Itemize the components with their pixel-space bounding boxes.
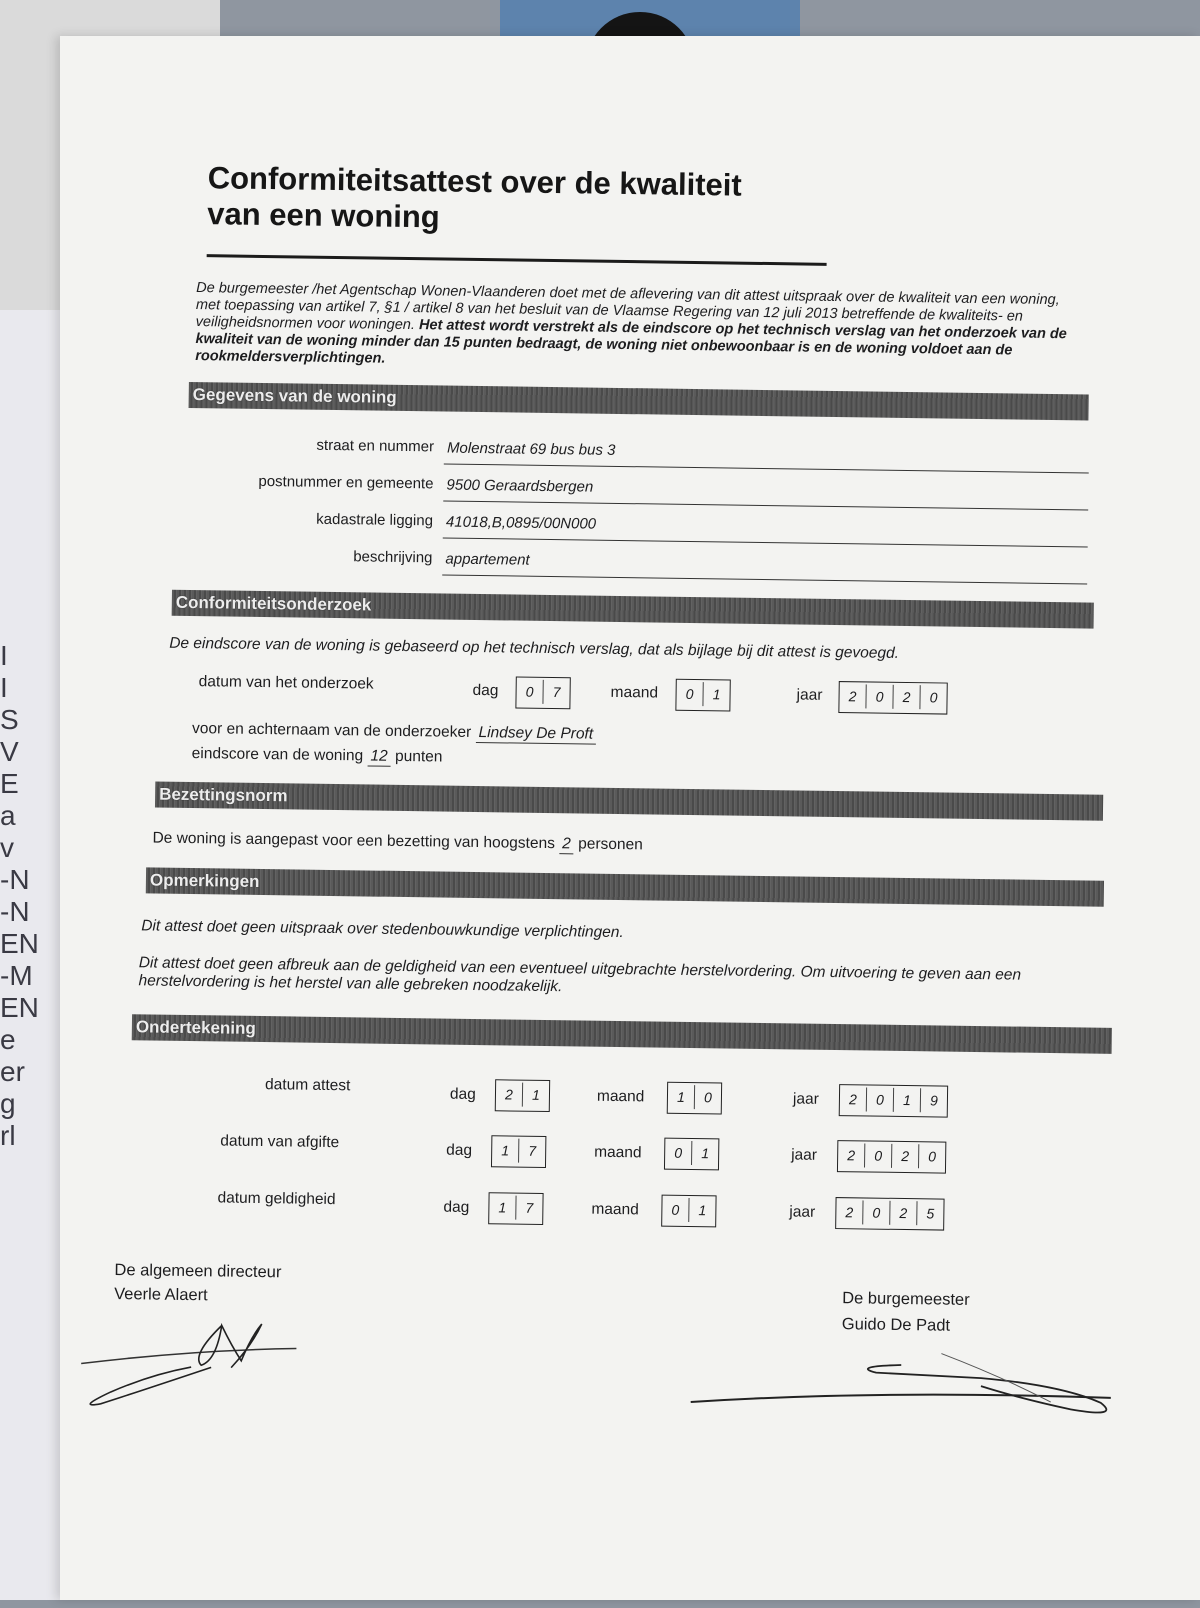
margin-text: EN: [0, 928, 39, 959]
maand-label: maand: [594, 1143, 642, 1162]
postnummer-value: 9500 Geraardsbergen: [446, 476, 594, 496]
digit: 1: [492, 1138, 519, 1162]
intro-paragraph: [195, 280, 1081, 377]
kadastrale-value: 41018,B,0895/00N000: [445, 513, 597, 533]
field-label: postnummer en gemeente: [258, 472, 434, 493]
section-title: Opmerkingen: [149, 870, 260, 891]
afgifte-maand: [664, 1138, 719, 1171]
margin-text: v: [0, 832, 14, 863]
field-label: straat en nummer: [316, 436, 435, 456]
margin-text: I: [0, 640, 8, 671]
margin-text: EN: [0, 992, 39, 1023]
margin-text: -N: [0, 896, 30, 927]
digit: 0: [516, 680, 543, 704]
eindscore-value: 12: [367, 747, 391, 766]
geldigheid-jaar: [835, 1197, 944, 1231]
attest-maand: [667, 1082, 722, 1115]
digit: 2: [892, 1144, 919, 1168]
dag-label: dag: [472, 681, 499, 700]
digit: 0: [676, 682, 703, 706]
section-title: Conformiteitsonderzoek: [175, 592, 372, 615]
jaar-label: jaar: [789, 1203, 816, 1221]
onderzoek-intro: De eindscore van de woning is gebaseerd op het technisch verslag, dat als bijlage bij dit attest is gevoegd.: [169, 634, 900, 662]
digit: 2: [496, 1082, 523, 1106]
field-straat: [224, 435, 434, 468]
jaar-label: jaar: [791, 1146, 818, 1164]
digit: 1: [698, 1202, 707, 1219]
margin-text: er: [0, 1056, 25, 1087]
maand-label: maand: [596, 1087, 645, 1106]
margin-text: e: [0, 1024, 16, 1055]
margin-text: rl: [0, 1120, 16, 1151]
digit: 1: [531, 1086, 540, 1103]
bezetting-row: [152, 829, 643, 855]
onderzoeker-label: voor en achternaam van de onderzoeker: [191, 720, 472, 741]
digit: 7: [528, 1142, 537, 1159]
margin-text: V: [0, 736, 19, 767]
onderzoeker-value: Lindsey De Proft: [475, 724, 596, 745]
datum-attest-label: datum attest: [264, 1076, 351, 1095]
digit: 7: [552, 684, 561, 701]
eindscore-unit: punten: [394, 747, 443, 766]
left-signatory-role: De algemeen directeur: [114, 1260, 282, 1282]
beschrijving-value: appartement: [445, 550, 530, 569]
section-header-opmerkingen: [146, 867, 1104, 906]
dag-label: dag: [449, 1085, 476, 1104]
afgifte-jaar: [837, 1140, 946, 1174]
digit: 0: [665, 1141, 692, 1165]
digit: 5: [926, 1205, 935, 1222]
margin-text: E: [0, 768, 19, 799]
field-label: beschrijving: [353, 548, 433, 567]
section-header-onderzoek: [172, 590, 1094, 629]
title-line-2: van een woning: [207, 196, 441, 235]
onderzoek-datum-label: datum van het onderzoek: [198, 673, 374, 693]
attest-jaar: [839, 1084, 948, 1118]
opmerking-line-2: Dit attest doet geen afbreuk aan de geldigheid van een eventueel uitgebrachte herstelvordering. Om uitvoering te geven aan een herstelvordering is het herstel van alle gebreken noodzakelijk.: [138, 954, 1022, 996]
straat-value: Molenstraat 69 bus bus 3: [446, 439, 616, 459]
intro-text: De burgemeester /het Agentschap Wonen-Vlaanderen doet met de aflevering van dit attest uitspraak over de kwaliteit van een woning, met toepassing van artikel 7, §1 / artikel 8 van het besluit van de Vlaamse Regering van 12 juli 2013 betreffende de kwaliteits- en veiligheidsnormen voor woningen.: [195, 280, 1060, 334]
background-page-text: [0, 640, 60, 1152]
opmerking-line-1: Dit attest doet geen uitspraak over stedenbouwkundige verplichtingen.: [141, 917, 624, 942]
title-divider: [207, 254, 827, 266]
maand-label: maand: [591, 1200, 639, 1219]
section-title: Ondertekening: [135, 1017, 256, 1038]
field-postnummer: [223, 472, 433, 505]
bezetting-unit: personen: [578, 835, 643, 854]
margin-text: a: [0, 800, 16, 831]
jaar-label: jaar: [792, 1090, 819, 1108]
left-signatory-name: Veerle Alaert: [114, 1284, 208, 1305]
section-header-bezetting: [155, 782, 1103, 821]
digit: 2: [836, 1200, 863, 1224]
field-label: kadastrale ligging: [316, 510, 434, 530]
digit: 1: [668, 1085, 695, 1109]
datum-afgifte-label: datum van afgifte: [220, 1132, 340, 1152]
digit: 1: [701, 1145, 710, 1162]
digit: 2: [840, 1087, 867, 1111]
digit: 2: [893, 685, 920, 709]
certificate-content: [48, 28, 1200, 1608]
digit: 9: [929, 1092, 938, 1109]
bezetting-text: De woning is aangepast voor een bezetting van hoogstens: [152, 829, 556, 853]
title-line-1: Conformiteitsattest over de kwaliteit: [207, 160, 742, 203]
onderzoek-maand: [675, 679, 730, 712]
field-underline: [443, 501, 1088, 511]
datum-geldigheid-label: datum geldigheid: [217, 1189, 336, 1209]
attest-dag: [495, 1079, 550, 1112]
dag-label: dag: [446, 1141, 473, 1159]
field-kadastrale: [223, 509, 433, 542]
afgifte-dag: [491, 1135, 546, 1168]
eindscore-row: [192, 745, 443, 767]
digit: 0: [662, 1198, 689, 1222]
right-signatory-role: De burgemeester: [842, 1289, 970, 1309]
bezetting-value: 2: [559, 835, 574, 854]
margin-text: -M: [0, 960, 33, 991]
onderzoeker-row: [192, 720, 596, 745]
onderzoek-jaar: [838, 681, 947, 715]
digit: 0: [866, 684, 893, 708]
margin-text: S: [0, 704, 19, 735]
geldigheid-maand: [661, 1195, 716, 1228]
intro-bold-text: Het attest wordt verstrekt als de eindscore op het technisch verslag van het onderzoek van de kwaliteit van de woning minder dan 15 punten bedraagt, de woning niet onbewoonbaar is en de woning voldoet aan de rookmeldersverplichtingen.: [195, 317, 1067, 367]
maand-label: maand: [610, 683, 659, 702]
digit: 2: [839, 684, 866, 708]
field-underline: [444, 464, 1089, 474]
digit: 0: [863, 1200, 890, 1224]
right-signature-icon: [680, 1342, 1121, 1438]
digit: 0: [703, 1089, 712, 1106]
margin-text: g: [0, 1088, 16, 1119]
section-title: Gegevens van de woning: [192, 385, 397, 407]
margin-text: I: [0, 672, 8, 703]
jaar-label: jaar: [796, 686, 823, 704]
digit: 1: [712, 686, 721, 703]
eindscore-label: eindscore van de woning: [191, 745, 364, 765]
field-beschrijving: [222, 546, 432, 579]
section-header-ondertekening: [132, 1014, 1112, 1054]
digit: 0: [929, 689, 938, 706]
section-title: Bezettingsnorm: [159, 784, 288, 806]
digit: 1: [489, 1195, 516, 1219]
left-signature-icon: [70, 1303, 312, 1416]
onderzoek-dag: [515, 677, 570, 710]
field-underline: [442, 575, 1087, 585]
geldigheid-dag: [488, 1192, 543, 1225]
digit: 0: [928, 1148, 937, 1165]
margin-text: -N: [0, 864, 30, 895]
certificate-page: [60, 36, 1200, 1600]
digit: 7: [525, 1199, 534, 1216]
document-title: [207, 160, 908, 242]
right-signatory-name: Guido De Padt: [841, 1315, 951, 1335]
digit: 2: [890, 1201, 917, 1225]
field-underline: [443, 538, 1088, 548]
digit: 2: [838, 1143, 865, 1167]
dag-label: dag: [443, 1198, 470, 1216]
section-header-woning: [189, 382, 1089, 421]
digit: 0: [865, 1143, 892, 1167]
digit: 0: [867, 1087, 894, 1111]
digit: 1: [894, 1088, 921, 1112]
